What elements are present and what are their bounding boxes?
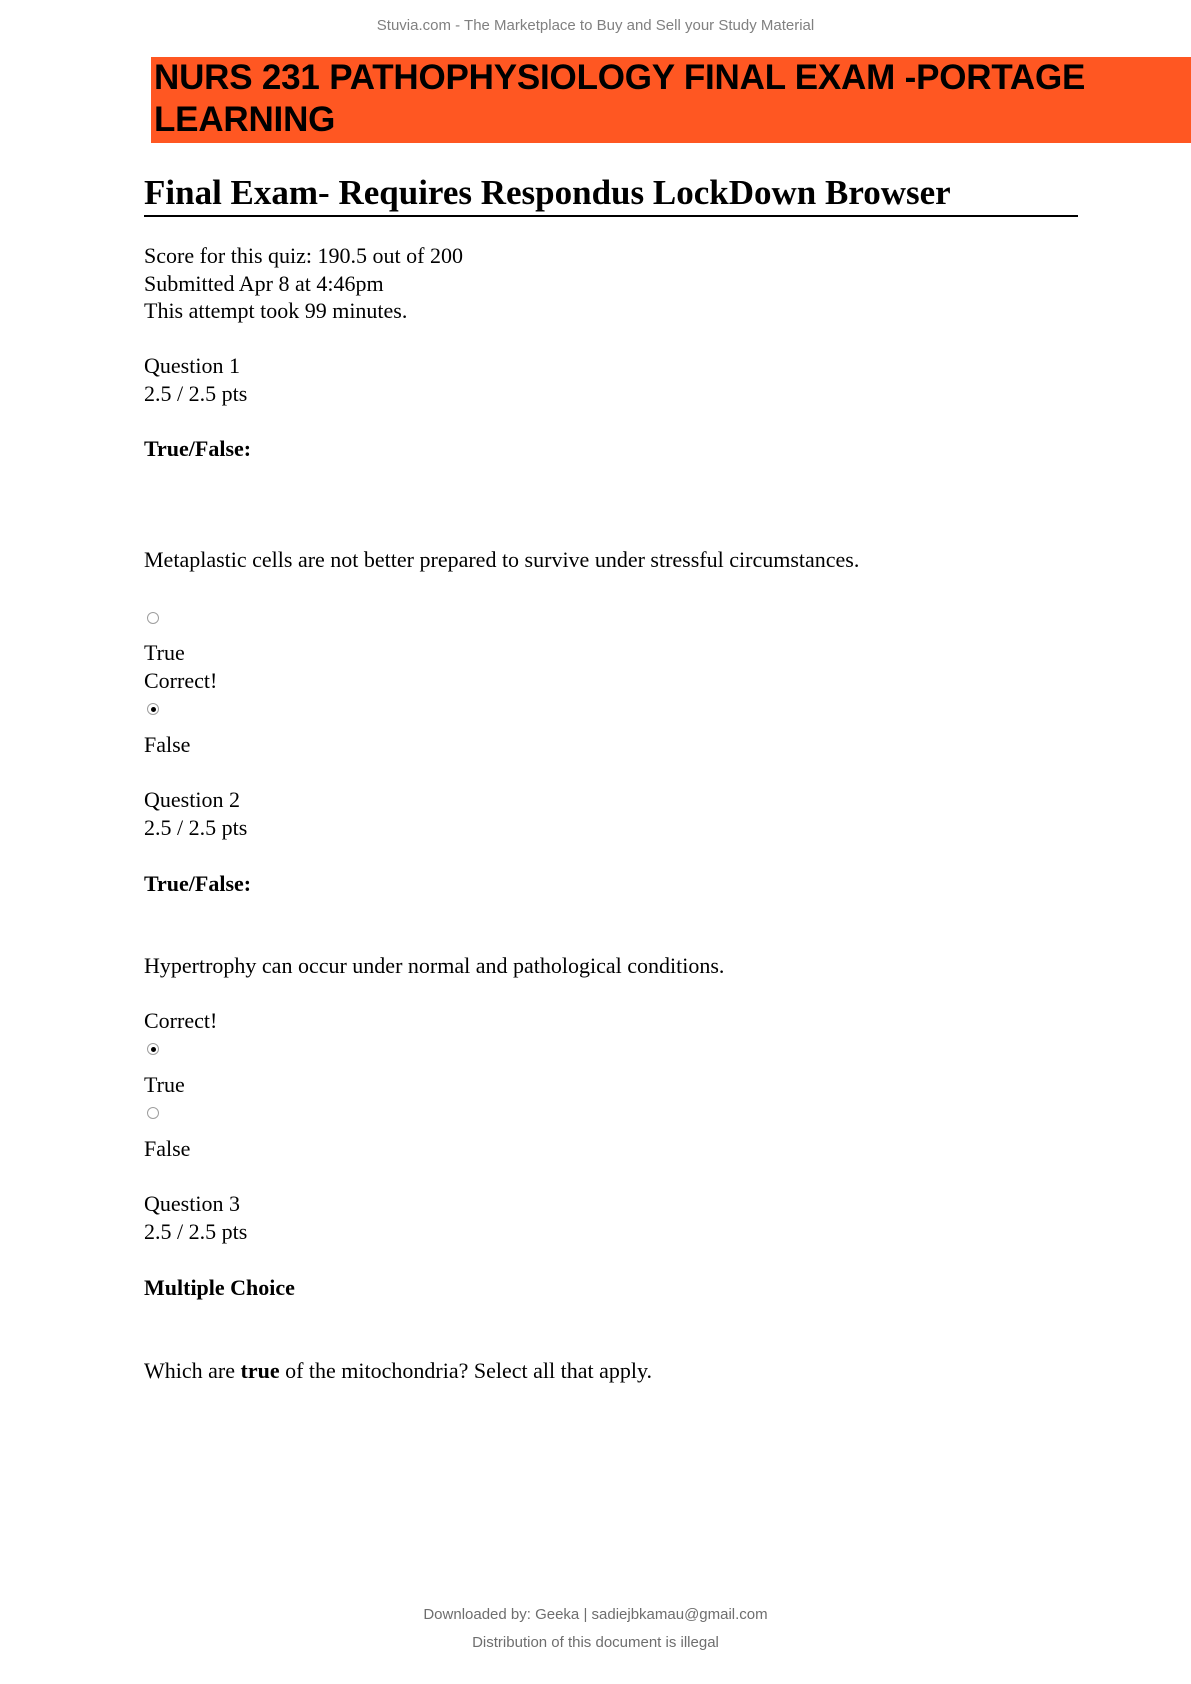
question-3-prompt-start: Which are — [144, 1358, 241, 1383]
title-banner — [151, 57, 1191, 143]
quiz-score: Score for this quiz: 190.5 out of 200 — [144, 243, 463, 268]
question-3-label: Question 3 — [144, 1191, 240, 1216]
question-1-points: 2.5 / 2.5 pts — [144, 381, 248, 406]
question-2-option-false: False — [144, 1136, 191, 1161]
banner-line-1: NURS 231 PATHOPHYSIOLOGY FINAL EXAM -PORTAGE — [154, 58, 1086, 97]
question-2-feedback: Correct! — [144, 1008, 218, 1033]
question-2-points: 2.5 / 2.5 pts — [144, 815, 248, 840]
submitted-date: Submitted Apr 8 at 4:46pm — [144, 271, 384, 296]
banner-title — [154, 57, 1085, 141]
question-3-points: 2.5 / 2.5 pts — [144, 1219, 248, 1244]
exam-title: Final Exam- Requires Respondus LockDown Browser — [144, 171, 1078, 217]
top-watermark: Stuvia.com - The Marketplace to Buy and Sell your Study Material — [376, 17, 815, 34]
question-2-prompt: Hypertrophy can occur under normal and pathological conditions. — [144, 953, 725, 978]
question-1-label: Question 1 — [144, 353, 240, 378]
question-1-prompt: Metaplastic cells are not better prepared to survive under stressful circumstances. — [144, 547, 860, 572]
question-3-type: Multiple Choice — [144, 1275, 295, 1300]
question-2-radio-true[interactable] — [147, 1043, 159, 1055]
question-3-prompt — [144, 1357, 652, 1385]
question-2-type: True/False: — [144, 871, 252, 896]
footer-downloaded: Downloaded by: Geeka | sadiejbkamau@gmail.com — [423, 1606, 768, 1623]
question-1-type: True/False: — [144, 436, 252, 461]
question-3-prompt-emphasis: true — [240, 1358, 280, 1383]
footer-distribution: Distribution of this document is illegal — [472, 1634, 719, 1651]
question-1-radio-true[interactable] — [147, 612, 159, 624]
question-2-option-true: True — [144, 1072, 185, 1097]
question-1-option-true: True — [144, 640, 185, 665]
question-1-feedback: Correct! — [144, 668, 218, 693]
question-1-radio-false[interactable] — [147, 703, 159, 715]
banner-line-2: LEARNING — [154, 100, 336, 139]
attempt-duration: This attempt took 99 minutes. — [144, 298, 408, 323]
question-1-option-false: False — [144, 732, 191, 757]
question-2-label: Question 2 — [144, 787, 240, 812]
question-3-prompt-end: of the mitochondria? Select all that apply. — [279, 1358, 653, 1383]
question-2-radio-false[interactable] — [147, 1107, 159, 1119]
